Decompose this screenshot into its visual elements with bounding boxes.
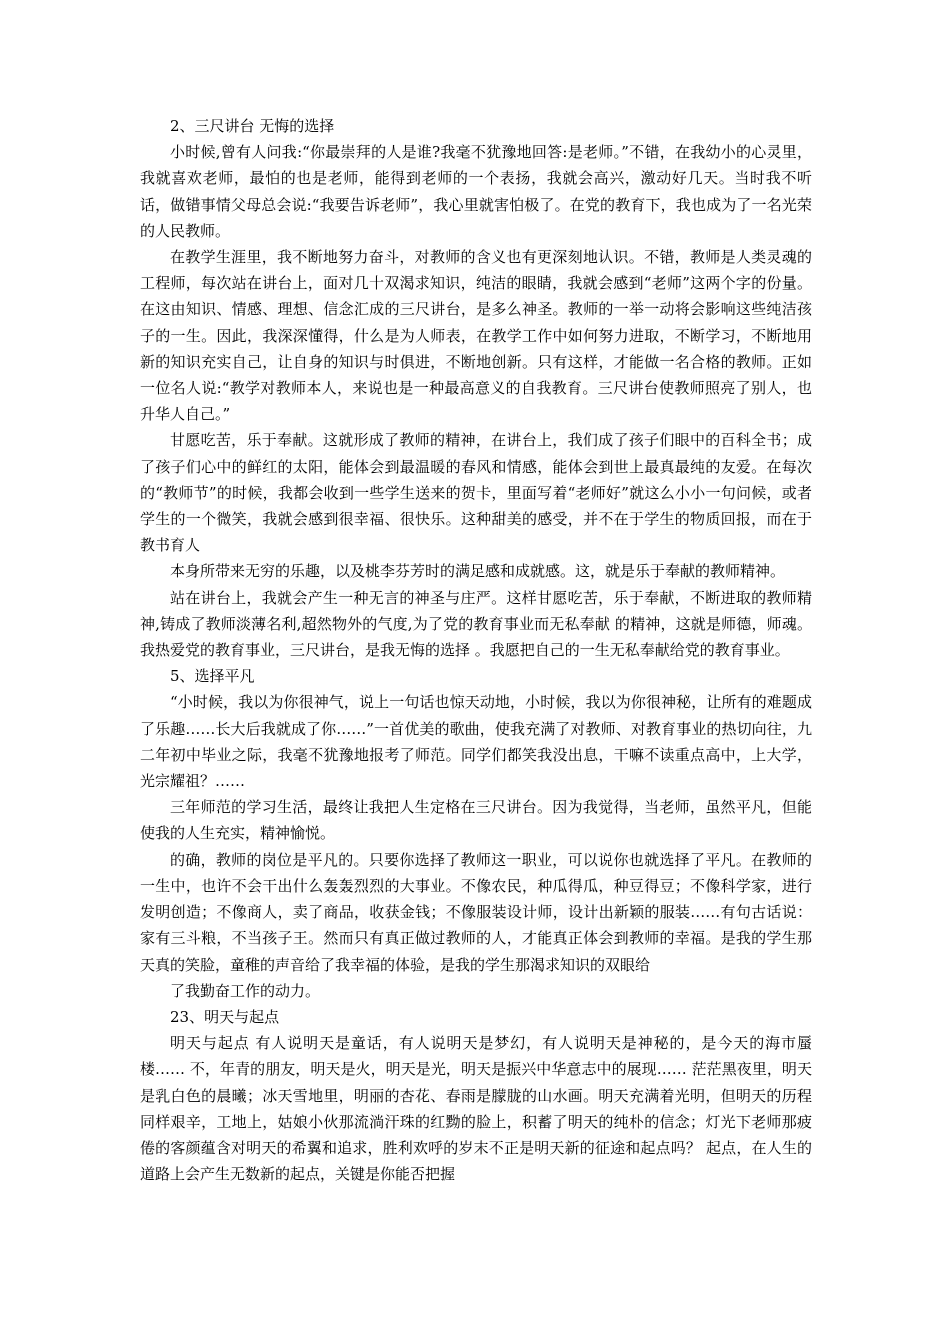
- paragraph: 本身所带来无穷的乐趣，以及桃李芬芳时的满足感和成就感。这，就是乐于奉献的教师精神。: [170, 562, 786, 581]
- paragraph: 三年师范的学习生活，最终让我把人生定格在三尺讲台。因为我觉得，当老师，虽然平凡，但能使我的人生充实，精神愉悦。: [140, 798, 812, 843]
- paragraph: 站在讲台上，我就会产生一种无言的神圣与庄严。这样甘愿吃苦，乐于奉献，不断进取的教师精神,铸成了教师淡薄名利,超然物外的气度,为了党的教育事业而无私奉献 的精神，这就是师德，师魂。 我热爱党的教育事业，三尺讲台，是我无悔的选择 。我愿把自己的一生无私奉献给党的教育事业。: [140, 588, 812, 660]
- section-heading: 2、三尺讲台 无悔的选择: [170, 117, 335, 135]
- paragraph: 的确，教师的岗位是平凡的。只要你选择了教师这一职业，可以说你也就选择了平凡。在教师的一生中，也许不会干出什么轰轰烈烈的大事业。不像农民，种瓜得瓜，种豆得豆；不像科学家，进行发明创造；不像商人，卖了商品，收获金钱；不像服装设计师，设计出新颖的服装……有句古话说：家有三斗粮，不当孩子王。然而只有真正做过教师的人，才能真正体会到教师的幸福。是我的学生那天真的笑脸，童稚的声音给了我幸福的体验，是我的学生那渴求知识的双眼给: [140, 850, 812, 974]
- paragraph: “小时候，我以为你很神气，说上一句话也惊天动地，小时候，我以为你很神秘，让所有的难题成了乐趣……长大后我就成了你……”一首优美的歌曲，使我充满了对教师、对教育事业的热切向往，九二年初中毕业之际，我毫不犹豫地报考了师范。同学们都笑我没出息，干嘛不读重点高中，上大学，光宗耀祖？……: [140, 693, 812, 791]
- section-heading: 23、明天与起点: [170, 1007, 280, 1026]
- paragraph: 了我勤奋工作的动力。: [170, 981, 321, 1000]
- paragraph: 在教学生涯里，我不断地努力奋斗，对教师的含义也有更深刻地认识。不错，教师是人类灵魂的工程师，每次站在讲台上，面对几十双渴求知识，纯洁的眼睛，我就会感到“老师”这两个字的份量。在这由知识、情感、理想、信念汇成的三尺讲台，是多么神圣。教师的一举一动将会影响这些纯洁孩子的一生。因此，我深深懂得，什么是为人师表，在教学工作中如何努力进取，不断学习，不断地用新的知识充实自己，让自身的知识与时俱进，不断地创新。只有这样，才能做一名合格的教师。正如一位名人说:“教学对教师本人，来说也是一种最高意义的自我教育。三尺讲台使教师照亮了别人，也升华人自己。”: [140, 248, 812, 424]
- section-heading: 5、选择平凡: [170, 667, 255, 686]
- paragraph: 小时候,曾有人问我:“你最崇拜的人是谁?我毫不犹豫地回答:是老师。”不错，在我幼小的心灵里，我就喜欢老师，最怕的也是老师，能得到老师的一个表扬，我就会高兴，激动好几天。当时我不听话，做错事情父母总会说:“我要告诉老师”，我心里就害怕极了。在党的教育下，我也成为了一名光荣的人民教师。: [140, 143, 812, 240]
- document-page: [140, 113, 812, 1187]
- paragraph: 甘愿吃苦，乐于奉献。这就形成了教师的精神，在讲台上，我们成了孩子们眼中的百科全书；成了孩子们心中的鲜红的太阳，能体会到最温暖的春风和情感，能体会到世上最真最纯的友爱。在每次的“教师节”的时候，我都会收到一些学生送来的贺卡，里面写着“老师好”就这么小小一句问候，或者学生的一个微笑，我就会感到很幸福、很快乐。这种甜美的感受，并不在于学生的物质回报，而在于教书育人: [140, 431, 812, 555]
- paragraph: 明天与起点 有人说明天是童话，有人说明天是梦幻，有人说明天是神秘的，是今天的海市蜃楼…… 不，年青的朋友，明天是火，明天是光，明天是振兴中华意志中的展现…… 茫茫黑夜里，明天是乳白色的晨曦；冰天雪地里，明丽的杏花、春雨是朦胧的山水画。明天充满着光明，但明天的历程同样艰辛，工地上，姑娘小伙那流淌汗珠的红黝的脸上，积蓄了明天的纯朴的信念；灯光下老师那疲倦的客颜蕴含对明天的希翼和追求，胜利欢呼的岁末不正是明天新的征途和起点吗？ 起点，在人生的道路上会产生无数新的起点，关键是你能否把握: [140, 1034, 812, 1184]
